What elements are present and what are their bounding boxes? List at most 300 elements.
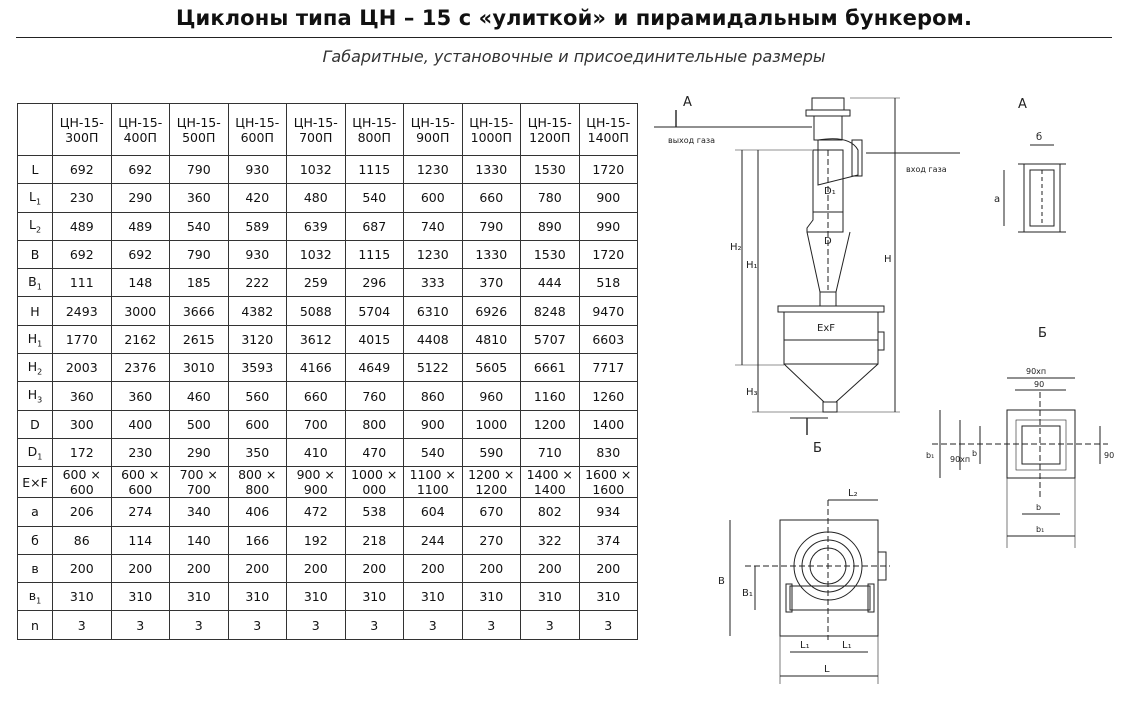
viewB-label-90-right: 90 [1104, 451, 1115, 460]
value-cell: 1330 [462, 240, 521, 268]
table-header-model [462, 104, 521, 156]
bunker-outlet [823, 402, 837, 412]
plan-label-L: L [824, 664, 830, 675]
value-cell: 600 [228, 410, 287, 438]
value-cell: 604 [404, 498, 463, 526]
bunker-pyramid [784, 364, 878, 402]
table-row [18, 410, 638, 438]
value-cell: 639 [287, 212, 346, 240]
value-cell: 6603 [579, 325, 638, 353]
plan-inlet-flange-right [868, 584, 874, 612]
value-cell: 5707 [521, 325, 580, 353]
param-name: L [28, 189, 36, 205]
value-cell: 1530 [521, 156, 580, 184]
value-cell: 1330 [462, 156, 521, 184]
param-cell [18, 554, 53, 582]
value-cell [287, 467, 346, 498]
value-cell: 890 [521, 212, 580, 240]
label-ExF: ExF [817, 323, 835, 334]
value-cell: 1032 [287, 156, 346, 184]
value-cell: 760 [345, 382, 404, 410]
value-cell: 111 [53, 269, 112, 297]
value-cell: 200 [462, 554, 521, 582]
table-header-model [111, 104, 170, 156]
table-header-model [345, 104, 404, 156]
plan-label-B: B [718, 576, 725, 587]
value-cell: 410 [287, 438, 346, 466]
value-cell: 472 [287, 498, 346, 526]
value-cell: 3 [111, 611, 170, 639]
value-cell: 780 [521, 184, 580, 212]
value-cell: 3 [228, 611, 287, 639]
value-line: 600 × [62, 467, 101, 483]
param-cell [18, 438, 53, 466]
value-cell: 460 [170, 382, 229, 410]
value-cell: 3593 [228, 354, 287, 382]
value-cell: 4649 [345, 354, 404, 382]
param-cell [18, 354, 53, 382]
param-cell [18, 583, 53, 611]
value-cell: 1115 [345, 156, 404, 184]
value-cell: 310 [53, 583, 112, 611]
viewB-label-90xn-top: 90хп [1026, 367, 1047, 376]
value-cell: 930 [228, 156, 287, 184]
cylinder-bottom [807, 212, 843, 232]
value-cell: 4015 [345, 325, 404, 353]
value-cell: 3666 [170, 297, 229, 325]
plan-label-L2: L₂ [848, 488, 858, 499]
table-header-model [53, 104, 112, 156]
value-cell: 296 [345, 269, 404, 297]
param-cell [18, 297, 53, 325]
value-cell: 1400 [579, 410, 638, 438]
value-cell: 1000 [462, 410, 521, 438]
value-cell: 710 [521, 438, 580, 466]
value-line: 600 [69, 482, 94, 498]
value-line: 1400 × [526, 467, 573, 483]
value-cell: 333 [404, 269, 463, 297]
header-line: ЦН-15- [235, 114, 280, 130]
value-line: 700 × [179, 467, 218, 483]
param-name: D [27, 443, 38, 459]
value-cell [53, 467, 112, 498]
value-cell: 310 [345, 583, 404, 611]
value-cell: 206 [53, 498, 112, 526]
value-cell: 310 [521, 583, 580, 611]
value-cell: 310 [228, 583, 287, 611]
value-line: 800 [245, 482, 270, 498]
param-name: в [31, 561, 39, 576]
header-line: 1200П [529, 129, 571, 145]
plan-inlet [790, 586, 870, 610]
title-divider [16, 37, 1112, 38]
table-row [18, 438, 638, 466]
value-cell: 3 [404, 611, 463, 639]
table-row [18, 382, 638, 410]
table-row [18, 611, 638, 639]
value-cell: 406 [228, 498, 287, 526]
value-cell: 3 [170, 611, 229, 639]
value-cell: 540 [170, 212, 229, 240]
table-row [18, 269, 638, 297]
param-cell [18, 156, 53, 184]
header-line: 700П [299, 129, 333, 145]
header-line: 1400П [587, 129, 629, 145]
param-subscript: 3 [37, 395, 43, 405]
table-header-model [579, 104, 638, 156]
value-cell: 2493 [53, 297, 112, 325]
value-cell: 1770 [53, 325, 112, 353]
param-name: H [27, 330, 38, 346]
value-cell: 518 [579, 269, 638, 297]
value-line: 000 [362, 482, 387, 498]
value-cell: 300 [53, 410, 112, 438]
value-cell: 310 [579, 583, 638, 611]
value-cell: 274 [111, 498, 170, 526]
value-cell: 802 [521, 498, 580, 526]
value-cell: 140 [170, 526, 229, 554]
outlet-pipe [814, 116, 842, 140]
gas-out-label: выход газа [668, 136, 715, 145]
param-cell [18, 184, 53, 212]
value-cell: 660 [287, 382, 346, 410]
value-cell: 3 [579, 611, 638, 639]
param-subscript: 1 [36, 282, 42, 292]
value-line: 700 [186, 482, 211, 498]
viewB-opening [1022, 426, 1060, 464]
value-cell: 3010 [170, 354, 229, 382]
value-cell [521, 467, 580, 498]
param-name: B [30, 247, 40, 263]
param-name: a [31, 504, 39, 520]
value-cell: 340 [170, 498, 229, 526]
bunker-body [784, 312, 878, 364]
cyclone-drawing [640, 85, 1148, 705]
value-cell: 1260 [579, 382, 638, 410]
value-cell: 2003 [53, 354, 112, 382]
bunker-hatch [878, 332, 884, 350]
param-cell [18, 212, 53, 240]
param-name: H [27, 387, 38, 403]
label-H2: H₂ [730, 242, 742, 253]
value-cell: 470 [345, 438, 404, 466]
value-cell: 290 [111, 184, 170, 212]
param-subscript: 1 [36, 596, 42, 606]
value-cell [579, 467, 638, 498]
value-cell: 4166 [287, 354, 346, 382]
dimensions-table [17, 103, 638, 640]
value-cell: 600 [404, 184, 463, 212]
header-line: ЦН-15- [410, 114, 455, 130]
value-cell: 5122 [404, 354, 463, 382]
param-subscript: 1 [35, 197, 42, 207]
value-cell: 700 [287, 410, 346, 438]
value-line: 900 [303, 482, 328, 498]
value-cell: 374 [579, 526, 638, 554]
value-cell: 1530 [521, 240, 580, 268]
param-cell [18, 467, 53, 498]
value-cell: 500 [170, 410, 229, 438]
value-cell: 692 [111, 240, 170, 268]
value-cell: 790 [462, 212, 521, 240]
value-cell: 3 [53, 611, 112, 639]
table-row [18, 156, 638, 184]
value-cell: 200 [111, 554, 170, 582]
table-row [18, 184, 638, 212]
value-cell: 350 [228, 438, 287, 466]
value-cell: 4408 [404, 325, 463, 353]
value-line: 1400 [533, 482, 566, 498]
page-title: Циклоны типа ЦН – 15 с «улиткой» и пирамидальным бункером. [175, 6, 973, 30]
plan-label-L1-right: L₁ [842, 640, 852, 651]
value-cell: 6926 [462, 297, 521, 325]
value-cell: 489 [111, 212, 170, 240]
param-cell [18, 526, 53, 554]
table-header-model [404, 104, 463, 156]
value-cell: 200 [521, 554, 580, 582]
param-name: H [27, 358, 38, 374]
table-body [18, 156, 638, 640]
header-line: ЦН-15- [176, 114, 221, 130]
value-cell: 1200 [521, 410, 580, 438]
table-row [18, 526, 638, 554]
label-D1: D₁ [824, 186, 836, 197]
table-header-model [170, 104, 229, 156]
value-cell: 200 [287, 554, 346, 582]
value-line: 1100 [416, 482, 449, 498]
viewB-frame [1016, 420, 1066, 470]
value-cell: 3120 [228, 325, 287, 353]
value-cell: 86 [53, 526, 112, 554]
param-name: B [28, 274, 37, 290]
value-cell: 900 [579, 184, 638, 212]
value-cell [462, 467, 521, 498]
outlet-flange [812, 98, 844, 110]
value-cell [404, 467, 463, 498]
param-cell [18, 410, 53, 438]
header-line: 300П [65, 129, 99, 145]
param-subscript: 1 [37, 452, 43, 462]
value-line: 1200 × [468, 467, 515, 483]
value-cell: 166 [228, 526, 287, 554]
header-line: ЦН-15- [586, 114, 631, 130]
table-row [18, 325, 638, 353]
bunker-top-plate [778, 306, 884, 312]
value-cell: 930 [228, 240, 287, 268]
value-line: 1600 [592, 482, 625, 498]
table-header-model [521, 104, 580, 156]
param-name: D [30, 416, 40, 432]
value-cell: 310 [111, 583, 170, 611]
header-line: ЦН-15- [352, 114, 397, 130]
value-cell: 900 [404, 410, 463, 438]
param-name: L [31, 162, 39, 178]
table-row [18, 240, 638, 268]
value-cell: 400 [111, 410, 170, 438]
value-line: 600 × [121, 467, 160, 483]
value-line: 1200 [475, 482, 508, 498]
param-subscript: 2 [37, 367, 43, 377]
value-cell: 5605 [462, 354, 521, 382]
value-cell: 360 [111, 382, 170, 410]
table-header-empty [18, 104, 53, 156]
gas-in-label: вход газа [906, 165, 947, 174]
value-cell: 5704 [345, 297, 404, 325]
table-row [18, 297, 638, 325]
value-cell: 692 [53, 240, 112, 268]
table-header-model [287, 104, 346, 156]
table-header-model [228, 104, 287, 156]
label-H: H [884, 254, 892, 265]
value-cell: 2376 [111, 354, 170, 382]
value-cell: 322 [521, 526, 580, 554]
header-line: 500П [182, 129, 216, 145]
param-name: n [31, 617, 39, 633]
value-cell: 200 [53, 554, 112, 582]
value-line: 900 × [296, 467, 335, 483]
param-name: L [28, 217, 36, 233]
header-line: ЦН-15- [59, 114, 104, 130]
value-cell: 360 [53, 382, 112, 410]
value-cell: 420 [228, 184, 287, 212]
value-cell: 200 [170, 554, 229, 582]
value-line: 800 × [238, 467, 277, 483]
value-cell: 934 [579, 498, 638, 526]
view-A-title: А [1018, 97, 1027, 112]
outlet-flange-plate [806, 110, 850, 116]
value-cell: 7717 [579, 354, 638, 382]
value-cell [228, 467, 287, 498]
view-B-title: Б [1038, 326, 1047, 341]
value-cell: 192 [287, 526, 346, 554]
value-cell: 360 [170, 184, 229, 212]
value-cell: 540 [345, 184, 404, 212]
param-name: H [30, 303, 40, 319]
plan-inlet-flange-left [786, 584, 792, 612]
viewB-label-b-bottom: b [1036, 503, 1042, 512]
value-cell: 290 [170, 438, 229, 466]
table-row [18, 583, 638, 611]
value-cell: 3 [521, 611, 580, 639]
header-line: ЦН-15- [469, 114, 514, 130]
param-cell [18, 269, 53, 297]
param-name: б [31, 532, 39, 548]
page-subtitle: Габаритные, установочные и присоединительные размеры [322, 47, 826, 66]
value-cell: 444 [521, 269, 580, 297]
value-cell: 540 [404, 438, 463, 466]
plan-label-L1-left: L₁ [800, 640, 810, 651]
value-cell: 310 [170, 583, 229, 611]
value-cell: 4382 [228, 297, 287, 325]
value-cell: 244 [404, 526, 463, 554]
value-cell: 8248 [521, 297, 580, 325]
value-cell: 538 [345, 498, 404, 526]
table-row [18, 212, 638, 240]
value-cell: 259 [287, 269, 346, 297]
table-row [18, 354, 638, 382]
value-cell: 800 [345, 410, 404, 438]
value-cell: 222 [228, 269, 287, 297]
value-cell: 200 [404, 554, 463, 582]
value-cell: 740 [404, 212, 463, 240]
table-header-row [18, 104, 638, 156]
view-A-label: А [683, 95, 692, 110]
value-cell: 3 [345, 611, 404, 639]
value-cell: 270 [462, 526, 521, 554]
value-cell: 1230 [404, 156, 463, 184]
value-cell: 830 [579, 438, 638, 466]
value-cell: 5088 [287, 297, 346, 325]
value-cell: 692 [111, 156, 170, 184]
param-name: в [28, 588, 37, 604]
table-row [18, 554, 638, 582]
value-cell: 3 [462, 611, 521, 639]
value-cell: 9470 [579, 297, 638, 325]
plan-bunker [780, 520, 878, 636]
viewB-label-b1-left: b₁ [926, 451, 935, 460]
value-cell: 310 [287, 583, 346, 611]
cone-outlet [820, 292, 836, 306]
value-cell: 3 [287, 611, 346, 639]
param-subscript: 2 [35, 225, 42, 235]
value-cell: 480 [287, 184, 346, 212]
inlet-flange [852, 140, 862, 176]
header-line: 800П [357, 129, 391, 145]
value-cell: 990 [579, 212, 638, 240]
param-cell [18, 325, 53, 353]
plan-label-B1: B₁ [742, 588, 753, 599]
value-cell: 2615 [170, 325, 229, 353]
value-cell: 790 [170, 156, 229, 184]
value-cell: 590 [462, 438, 521, 466]
value-cell: 230 [111, 438, 170, 466]
value-cell: 2162 [111, 325, 170, 353]
value-cell: 1115 [345, 240, 404, 268]
viewB-label-b1-bottom: b₁ [1036, 525, 1045, 534]
value-line: 1000 × [351, 467, 398, 483]
label-D: D [824, 236, 832, 247]
value-cell [170, 467, 229, 498]
value-line: 1100 × [409, 467, 456, 483]
param-cell [18, 498, 53, 526]
value-cell: 172 [53, 438, 112, 466]
value-cell: 687 [345, 212, 404, 240]
table-row [18, 498, 638, 526]
param-subscript: 1 [37, 339, 43, 349]
value-cell: 790 [170, 240, 229, 268]
viewA-label-b: б [1036, 132, 1043, 143]
value-cell: 1720 [579, 156, 638, 184]
value-cell: 589 [228, 212, 287, 240]
value-cell: 489 [53, 212, 112, 240]
value-cell: 310 [462, 583, 521, 611]
value-cell: 200 [228, 554, 287, 582]
value-cell: 560 [228, 382, 287, 410]
value-cell: 1720 [579, 240, 638, 268]
value-cell: 3000 [111, 297, 170, 325]
param-name: E×F [22, 474, 48, 490]
param-cell [18, 611, 53, 639]
value-cell: 692 [53, 156, 112, 184]
header-line: ЦН-15- [527, 114, 572, 130]
header-line: 900П [416, 129, 450, 145]
value-cell: 148 [111, 269, 170, 297]
value-cell: 200 [345, 554, 404, 582]
param-cell [18, 382, 53, 410]
value-cell: 660 [462, 184, 521, 212]
table-row [18, 467, 638, 498]
value-cell: 185 [170, 269, 229, 297]
